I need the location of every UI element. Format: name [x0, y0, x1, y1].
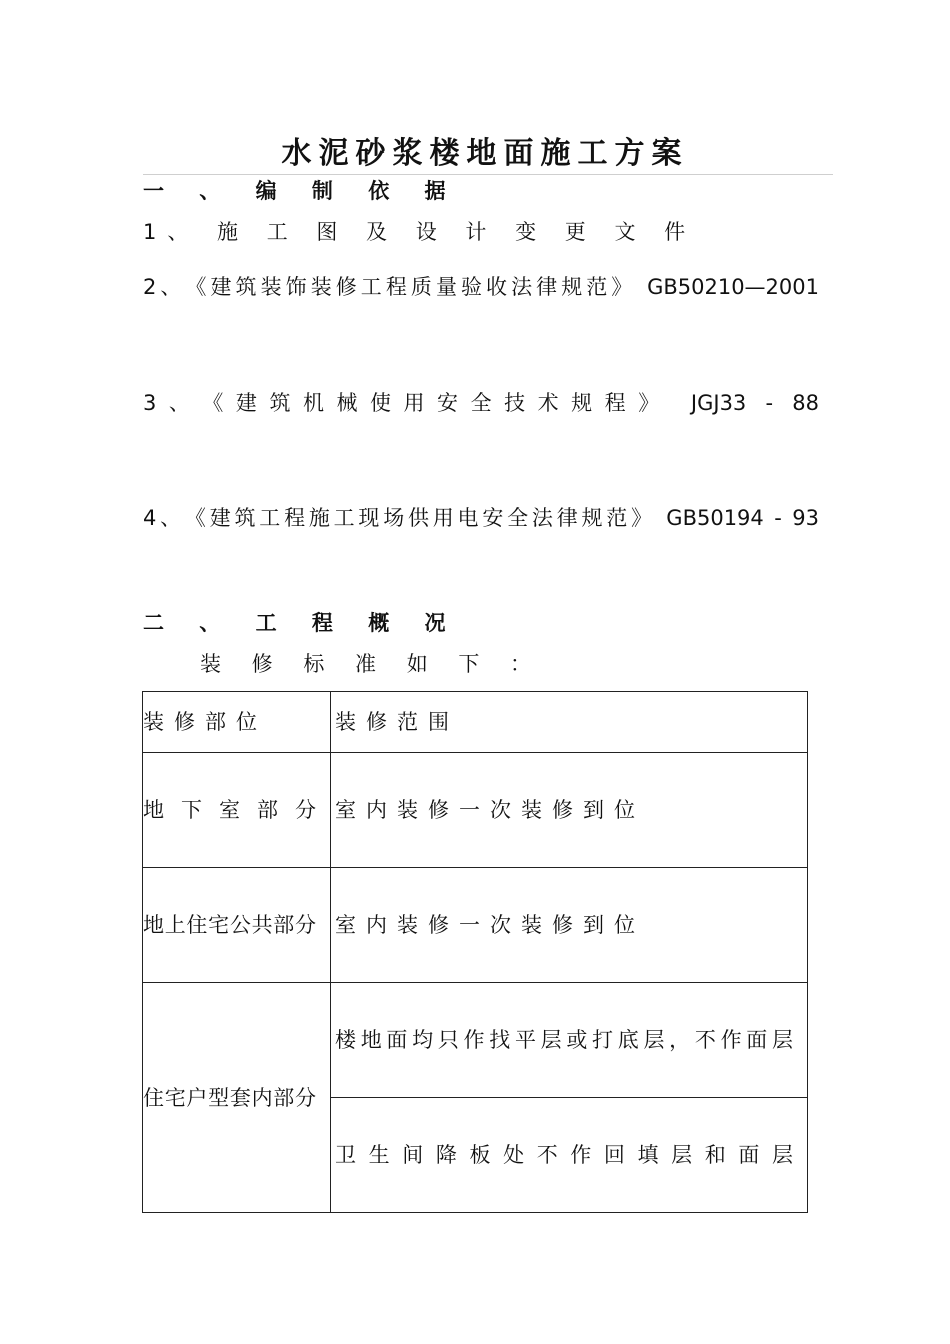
row-part-label: 住​宅​户​型​套​内​部​分 [143, 1085, 316, 1110]
reference-item-4: 4​、​《​建​筑​工​程​施​工​现​场​供​用​电​安​全​法​律​规​范​》​ ​G​B​5​0​1​9​4​ ​-​ ​9​3 [143, 506, 819, 530]
row-scope-text: 卫​生​间​降​板​处​不​作​回​填​层​和​面​层 [335, 1143, 793, 1167]
table-row [143, 983, 808, 1098]
header-part-label: 装修部位 [143, 710, 267, 734]
section1-heading: 一 、 编 制 依 据 [143, 179, 460, 203]
header-scope-label: 装修范围 [335, 710, 459, 734]
row-scope-text: 室内装修一次装修到位 [335, 798, 645, 822]
table-cell [331, 753, 808, 868]
table-row [143, 868, 808, 983]
table-header-cell [331, 692, 808, 753]
table-cell [331, 868, 808, 983]
row-part-label: 地​上​住​宅​公​共​部​分 [143, 913, 316, 937]
reference-item-1: 1、 施 工 图 及 设 计 变 更 文 件 [143, 220, 697, 244]
table-header-row [143, 692, 808, 753]
row-scope-text: 楼​地​面​均​只​作​找​平​层​或​打​底​层​，​不​作​面​层 [335, 1028, 793, 1052]
document-title: 水泥砂浆楼地面施工方案 [281, 136, 689, 171]
table-cell [143, 868, 331, 983]
reference-item-2: 2​、​《​建​筑​装​饰​装​修​工​程​质​量​验​收​法​律​规​范​》​ ​G​B​5​0​2​1​0​—​2​0​0​1 [143, 275, 819, 299]
table-cell [143, 983, 331, 1213]
table-cell [331, 1098, 808, 1213]
table-row [143, 753, 808, 868]
table-cell [331, 983, 808, 1098]
row-scope-text: 室内装修一次装修到位 [335, 913, 645, 937]
section2-heading: 二 、 工 程 概 况 [143, 611, 460, 635]
section2-intro: 装 修 标 准 如 下 ： [200, 652, 544, 676]
row-part-label: 地​下​室​部​分 [143, 798, 316, 822]
decoration-standard-table [142, 691, 808, 1213]
table-cell [143, 753, 331, 868]
reference-item-3: 3​、​《​建​筑​机​械​使​用​安​全​技​术​规​程​》​ ​J​G​J​3​3​ ​-​ ​8​8 [143, 391, 819, 415]
table-header-cell [143, 692, 331, 753]
